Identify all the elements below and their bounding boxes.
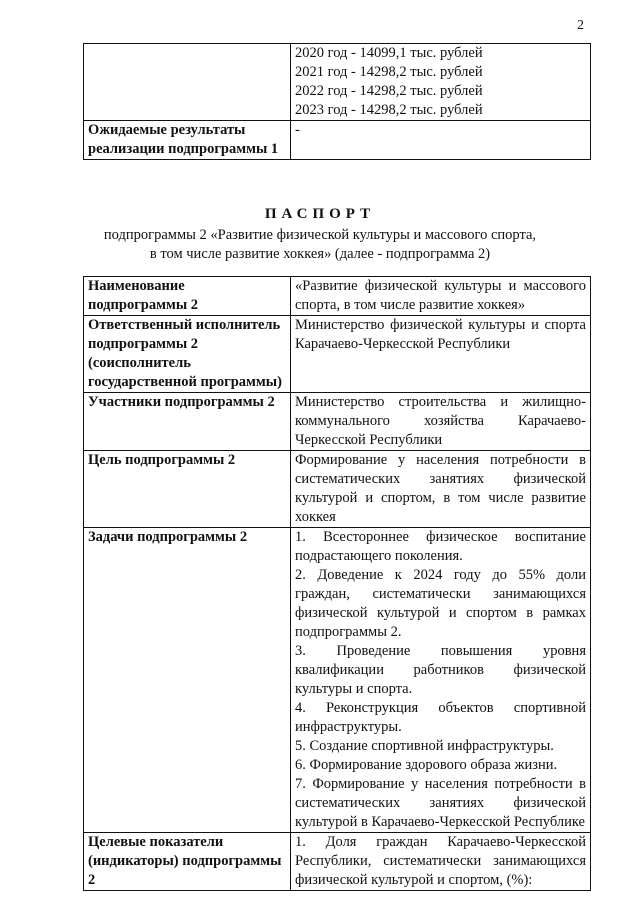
- funding-row: [84, 44, 591, 121]
- row-value-indicators: 1. Доля граждан Карачаево-Черкесской Республики, систематически занимающихся физической культурой и спортом, (%):: [291, 833, 591, 891]
- page-number: 2: [577, 18, 584, 33]
- passport-row-goal: [84, 451, 591, 528]
- task-item-1: 1. Всестороннее физическое воспитание подрастающего поколения.: [295, 529, 586, 564]
- row-label-executor: Ответственный исполнитель подпрограммы 2 (соисполнитель государственной программы): [84, 316, 291, 393]
- funding-value-cell: [291, 44, 591, 121]
- passport-subtitle-line-1: подпрограммы 2 «Развитие физической культуры и массового спорта,: [103, 227, 537, 243]
- expected-results-value: -: [291, 121, 591, 160]
- funding-line-2021: 2021 год - 14298,2 тыс. рублей: [295, 64, 483, 80]
- passport-row-name: [84, 277, 591, 316]
- row-label-goal: Цель подпрограммы 2: [84, 451, 291, 528]
- expected-results-row: [84, 121, 591, 160]
- row-label-name: Наименование подпрограммы 2: [84, 277, 291, 316]
- task-item-5: 5. Создание спортивной инфраструктуры.: [295, 738, 554, 754]
- funding-line-2022: 2022 год - 14298,2 тыс. рублей: [295, 83, 483, 99]
- row-value-participants: Министерство строительства и жилищно-коммунального хозяйства Карачаево-Черкесской Республики: [291, 393, 591, 451]
- row-label-indicators: Целевые показатели (индикаторы) подпрограммы 2: [84, 833, 291, 891]
- row-label-tasks: Задачи подпрограммы 2: [84, 528, 291, 833]
- row-value-goal: Формирование у населения потребности в систематических занятиях физической культурой и спортом, в том числе развитие хоккея: [291, 451, 591, 528]
- task-item-2: 2. Доведение к 2024 году до 55% доли граждан, систематически занимающихся физической культурой и спортом в рамках подпрограммы 2.: [295, 567, 586, 640]
- passport-subtitle-line-2: в том числе развитие хоккея» (далее - подпрограмма 2): [149, 246, 491, 262]
- passport-subtitle: [0, 226, 640, 264]
- passport-row-executor: [84, 316, 591, 393]
- row-value-executor: Министерство физической культуры и спорта Карачаево-Черкесской Республики: [291, 316, 591, 393]
- funding-line-2020: 2020 год - 14099,1 тыс. рублей: [295, 45, 483, 61]
- expected-results-label: Ожидаемые результаты реализации подпрограммы 1: [84, 121, 291, 160]
- passport-row-participants: [84, 393, 591, 451]
- task-item-3: 3. Проведение повышения уровня квалификации работников физической культуры и спорта.: [295, 643, 586, 697]
- row-value-name: «Развитие физической культуры и массового спорта, в том числе развитие хоккея»: [291, 277, 591, 316]
- row-label-participants: Участники подпрограммы 2: [84, 393, 291, 451]
- task-item-7: 7. Формирование у населения потребности в систематических занятиях физической культурой в Карачаево-Черкесской Республике: [295, 776, 586, 830]
- passport-title: ПАСПОРТ: [264, 206, 376, 222]
- funding-table: [83, 43, 591, 160]
- task-item-6: 6. Формирование здорового образа жизни.: [295, 757, 558, 773]
- row-value-tasks: [291, 528, 591, 833]
- passport-row-tasks: [84, 528, 591, 833]
- passport-row-indicators: [84, 833, 591, 891]
- funding-label-cell: [84, 44, 291, 121]
- passport-table: [83, 276, 591, 891]
- funding-line-2023: 2023 год - 14298,2 тыс. рублей: [295, 102, 483, 118]
- task-item-4: 4. Реконструкция объектов спортивной инфраструктуры.: [295, 700, 586, 735]
